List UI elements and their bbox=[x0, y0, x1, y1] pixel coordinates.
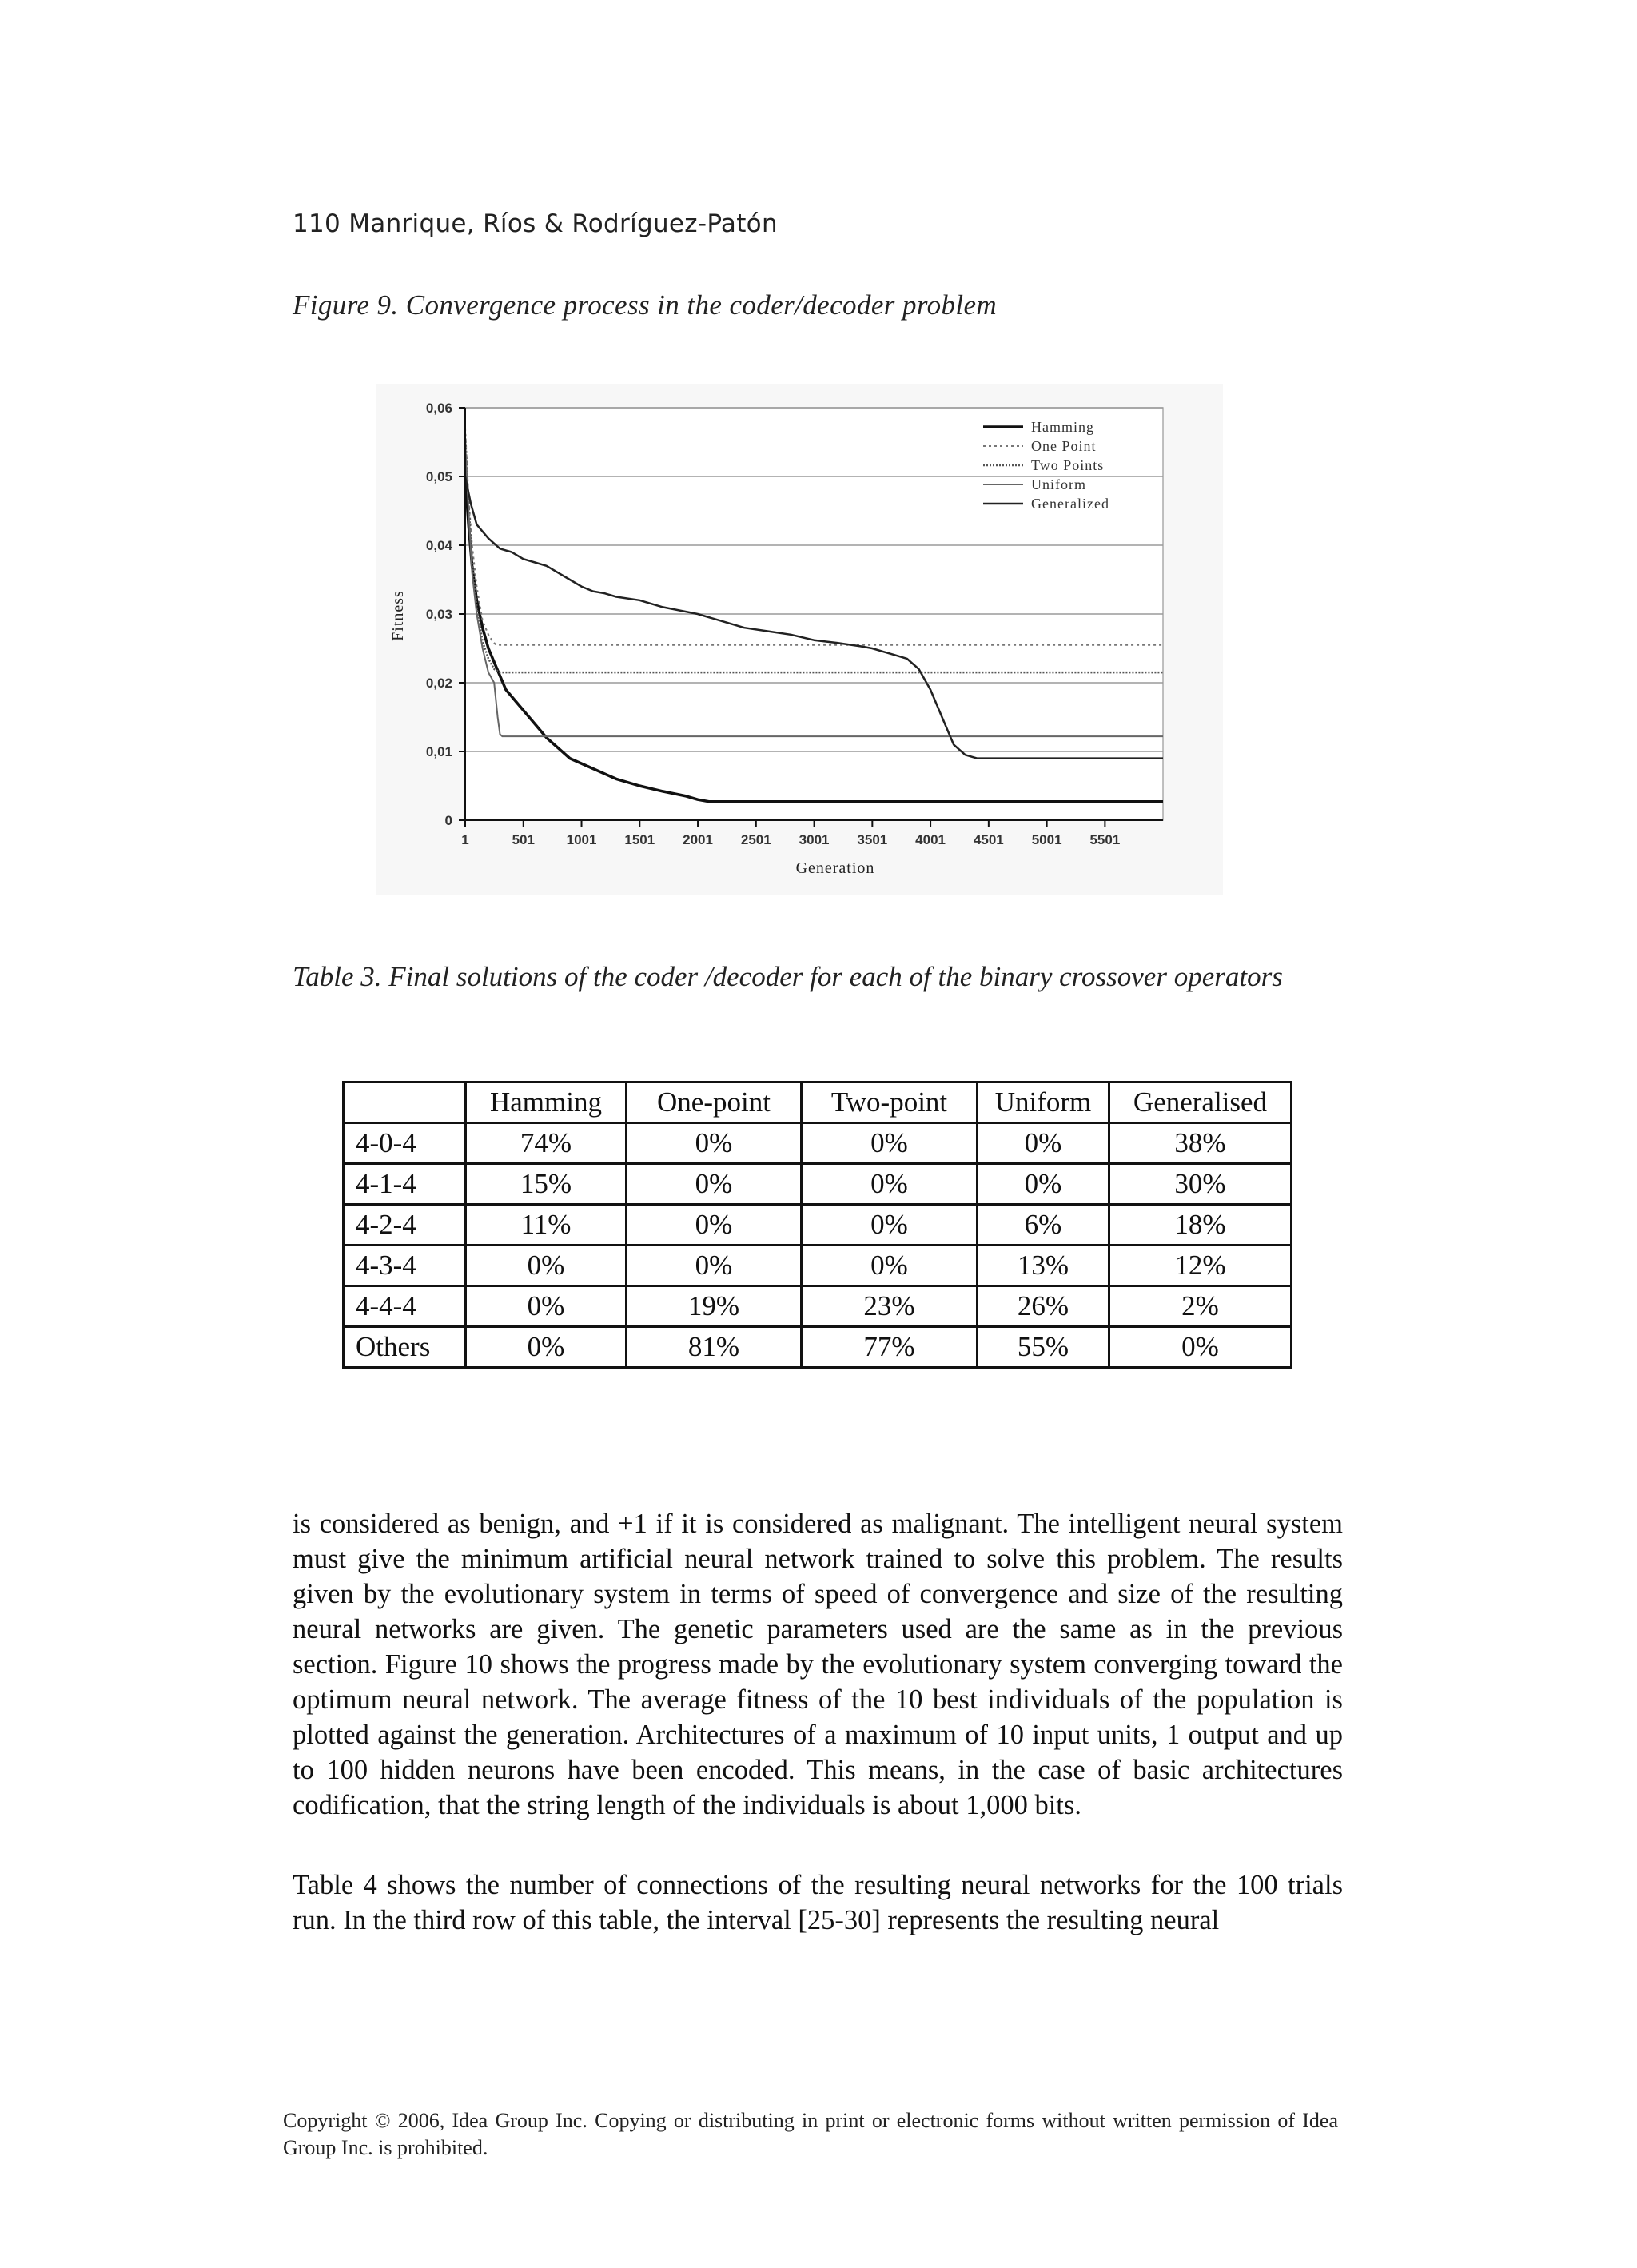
body-paragraph-2: Table 4 shows the number of connections of the resulting neural networks for the 100 trials run. In the third row of this table, the interval [25-30] represents the resulting neural bbox=[293, 1870, 1343, 1935]
table-cell: 19% bbox=[627, 1286, 802, 1327]
table-cell: 0% bbox=[802, 1246, 978, 1286]
x-tick-label: 2001 bbox=[683, 832, 713, 847]
column-header-uniform: Uniform bbox=[978, 1082, 1109, 1123]
legend-label: Two Points bbox=[1031, 457, 1105, 473]
y-axis-label: Fitness bbox=[389, 590, 407, 641]
table-cell: 18% bbox=[1109, 1205, 1292, 1246]
results-table bbox=[342, 1081, 1292, 1369]
x-tick-label: 1501 bbox=[624, 832, 655, 847]
table-cell: 0% bbox=[627, 1205, 802, 1246]
column-header-hamming: Hamming bbox=[466, 1082, 627, 1123]
y-tick-label: 0 bbox=[444, 813, 452, 828]
table-cell: 0% bbox=[978, 1164, 1109, 1205]
table-cell: 30% bbox=[1109, 1164, 1292, 1205]
table-row bbox=[344, 1246, 1292, 1286]
table-body bbox=[344, 1123, 1292, 1368]
x-tick-label: 4001 bbox=[915, 832, 946, 847]
x-tick-label: 501 bbox=[512, 832, 535, 847]
table-cell: 74% bbox=[466, 1123, 627, 1164]
table-cell: 77% bbox=[802, 1327, 978, 1368]
x-tick-label: 1 bbox=[461, 832, 469, 847]
y-tick-label: 0,01 bbox=[425, 744, 452, 759]
table-cell: 23% bbox=[802, 1286, 978, 1327]
x-tick-label: 4501 bbox=[973, 832, 1004, 847]
table-row bbox=[344, 1164, 1292, 1205]
x-tick-label: 3001 bbox=[799, 832, 830, 847]
row-label: 4-3-4 bbox=[344, 1246, 466, 1286]
x-tick-label: 5001 bbox=[1031, 832, 1062, 847]
table-row bbox=[344, 1123, 1292, 1164]
table-row bbox=[344, 1205, 1292, 1246]
figure-caption: Figure 9. Convergence process in the coder/decoder problem bbox=[293, 289, 998, 321]
table-row bbox=[344, 1286, 1292, 1327]
table-cell: 0% bbox=[627, 1246, 802, 1286]
table-cell: 38% bbox=[1109, 1123, 1292, 1164]
copyright-notice: Copyright © 2006, Idea Group Inc. Copying or distributing in print or electronic forms without written permission of Idea Group Inc. is prohibited. bbox=[283, 2109, 1338, 2159]
y-tick-label: 0,04 bbox=[425, 538, 452, 553]
column-header-generalised: Generalised bbox=[1109, 1082, 1292, 1123]
row-label: Others bbox=[344, 1327, 466, 1368]
x-tick-label: 5501 bbox=[1089, 832, 1121, 847]
table-cell: 0% bbox=[627, 1123, 802, 1164]
table-cell: 81% bbox=[627, 1327, 802, 1368]
legend-label: Uniform bbox=[1031, 476, 1086, 492]
table-cell: 0% bbox=[466, 1246, 627, 1286]
row-label: 4-1-4 bbox=[344, 1164, 466, 1205]
y-tick-label: 0,05 bbox=[425, 469, 452, 484]
table-cell: 15% bbox=[466, 1164, 627, 1205]
row-label: 4-0-4 bbox=[344, 1123, 466, 1164]
legend-label: Hamming bbox=[1031, 419, 1094, 435]
row-label: 4-4-4 bbox=[344, 1286, 466, 1327]
table-cell: 0% bbox=[802, 1205, 978, 1246]
y-tick-label: 0,06 bbox=[425, 401, 452, 416]
x-tick-label: 3501 bbox=[857, 832, 888, 847]
table-cell: 2% bbox=[1109, 1286, 1292, 1327]
y-tick-label: 0,02 bbox=[425, 676, 452, 691]
legend-label: Generalized bbox=[1031, 496, 1109, 512]
table-cell: 0% bbox=[802, 1164, 978, 1205]
x-tick-label: 1001 bbox=[566, 832, 597, 847]
body-paragraph-1: is considered as benign, and +1 if it is considered as malignant. The intelligent neural system must give the minimum artificial neural network trained to solve this problem. The results given by the evolutionary system in terms of speed of convergence and size of the resulting neural networks are given. The genetic parameters used are the same as in the previous section. Figure 10 shows the progress made by the evolutionary system converging toward the optimum neural network. The average fitness of the 10 best individuals of the population is plotted against the generation. Architectures of a maximum of 10 input units, 1 output and up to 100 hidden neurons have been encoded. This means, in the case of basic architectures codification, that the string length of the individuals is about 1,000 bits. bbox=[293, 1509, 1343, 1820]
table-cell: 0% bbox=[802, 1123, 978, 1164]
table-header-empty bbox=[344, 1082, 466, 1123]
table-cell: 12% bbox=[1109, 1246, 1292, 1286]
table-cell: 11% bbox=[466, 1205, 627, 1246]
column-header-two-point: Two-point bbox=[802, 1082, 978, 1123]
running-head: 110 Manrique, Ríos & Rodríguez-Patón bbox=[293, 209, 778, 238]
x-tick-label: 2501 bbox=[740, 832, 771, 847]
column-header-one-point: One-point bbox=[627, 1082, 802, 1123]
table-row bbox=[344, 1327, 1292, 1368]
table-cell: 0% bbox=[466, 1327, 627, 1368]
table-cell: 0% bbox=[1109, 1327, 1292, 1368]
table-cell: 55% bbox=[978, 1327, 1109, 1368]
table-cell: 26% bbox=[978, 1286, 1109, 1327]
y-tick-label: 0,03 bbox=[425, 607, 452, 622]
convergence-chart bbox=[376, 384, 1223, 895]
table-cell: 0% bbox=[978, 1123, 1109, 1164]
table-cell: 13% bbox=[978, 1246, 1109, 1286]
row-label: 4-2-4 bbox=[344, 1205, 466, 1246]
table-header-row bbox=[344, 1082, 1292, 1123]
table-cell: 6% bbox=[978, 1205, 1109, 1246]
table-caption: Table 3. Final solutions of the coder /decoder for each of the binary crossover operators bbox=[293, 961, 1283, 992]
x-axis-label: Generation bbox=[795, 859, 875, 877]
table-cell: 0% bbox=[466, 1286, 627, 1327]
table-cell: 0% bbox=[627, 1164, 802, 1205]
legend-label: One Point bbox=[1031, 438, 1097, 454]
